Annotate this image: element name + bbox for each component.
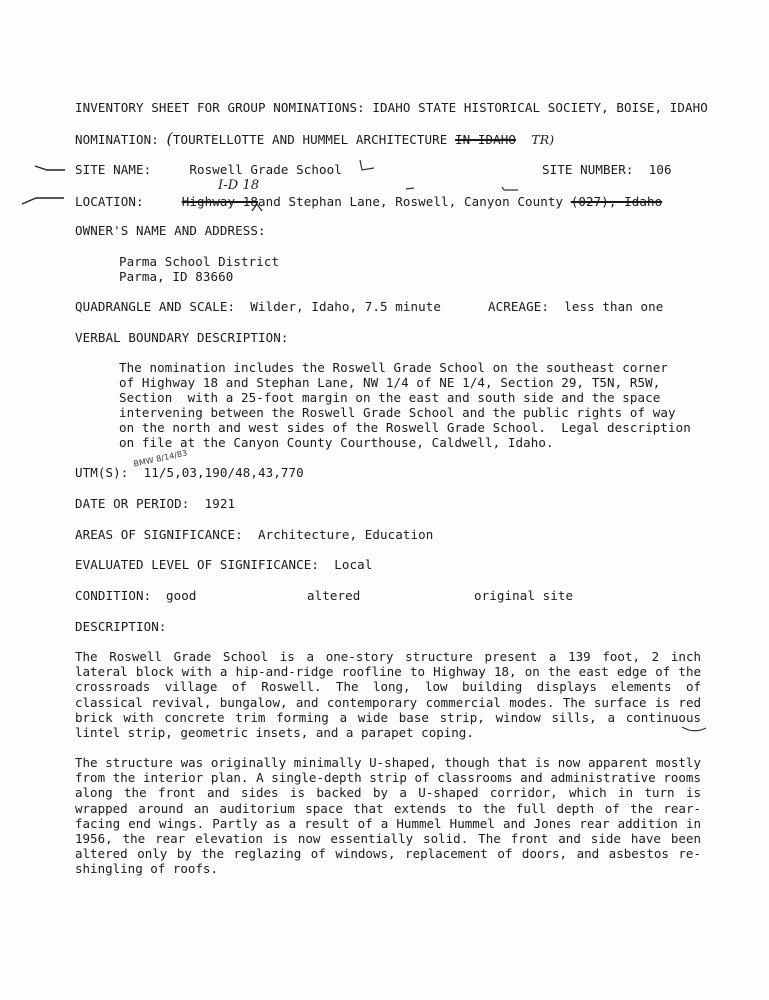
location-struck-tail: (027), Idaho bbox=[570, 194, 663, 209]
level-line bbox=[75, 557, 372, 572]
boundary-line-1: The nomination includes the Roswell Grade School on the southeast corner bbox=[119, 360, 669, 375]
location-value: and Stephan Lane, Roswell, Canyon County bbox=[258, 194, 564, 209]
description-paragraph-2: The structure was originally minimally U-shaped, though that is now apparent mostly from the interior plan. A single-depth strip of classrooms and administrative rooms along the front and sides is backed by a U-shaped corridor, which in turn is wrapped around an auditorium space that extends to the full depth of the rear-facing end wings. Partly as a result of a Hummel Hummel and Jones rear addition in 1956, the rear elevation is now essentially solid. The front and side have been altered only by the reglazing of windows, replacement of doors, and asbestos re-shingling of roofs. bbox=[75, 755, 701, 877]
condition-good: good bbox=[166, 588, 197, 603]
nomination-line bbox=[75, 131, 554, 147]
utm-value: 11/5,03,190/48,43,770 bbox=[143, 465, 304, 480]
boundary-label: VERBAL BOUNDARY DESCRIPTION: bbox=[75, 330, 289, 345]
site-number-line bbox=[542, 162, 672, 177]
level-label: EVALUATED LEVEL OF SIGNIFICANCE: bbox=[75, 557, 320, 572]
boundary-line-5: on the north and west sides of the Roswell Grade School. Legal description bbox=[119, 420, 691, 435]
location-line bbox=[75, 194, 662, 209]
description-paragraph-1: The Roswell Grade School is a one-story structure present a 139 foot, 2 inch lateral block with a hip-and-ridge roofline to Highway 18, on the east edge of the crossroads village of Roswell. The long, low building displays elements of classical revival, bungalow, and contemporary commercial modes. The surface is red brick with concrete trim forming a wide base strip, window sills, a continuous lintel strip, geometric insets, and a parapet coping. bbox=[75, 649, 701, 741]
condition-label: CONDITION: bbox=[75, 588, 152, 603]
caret-insert-mark bbox=[250, 202, 264, 212]
site-name-line bbox=[75, 162, 342, 177]
condition-altered: altered bbox=[307, 588, 361, 603]
owner-label: OWNER'S NAME AND ADDRESS: bbox=[75, 223, 266, 238]
nomination-value: TOURTELLOTTE AND HUMMEL ARCHITECTURE bbox=[172, 132, 448, 147]
location-struck-road: Highway 18 bbox=[181, 194, 259, 209]
site-name-value: Roswell Grade School bbox=[189, 162, 342, 177]
utm-label: UTM(S): bbox=[75, 465, 129, 480]
quadrangle-label: QUADRANGLE AND SCALE: bbox=[75, 299, 236, 314]
date-value: 1921 bbox=[204, 496, 236, 511]
boundary-line-6: on file at the Canyon County Courthouse, Caldwell, Idaho. bbox=[119, 435, 554, 450]
description-label: DESCRIPTION: bbox=[75, 619, 167, 634]
boundary-line-3: Section with a 25-foot margin on the east and south side and the space bbox=[119, 390, 661, 405]
nomination-open-paren: ( bbox=[166, 129, 173, 148]
owner-address: Parma, ID 83660 bbox=[119, 269, 234, 284]
areas-value: Architecture, Education bbox=[258, 527, 434, 542]
acreage-line bbox=[488, 299, 663, 314]
quadrangle-value: Wilder, Idaho, 7.5 minute bbox=[250, 299, 442, 314]
quadrangle-line bbox=[75, 299, 441, 314]
utm-handwritten-note: BMW 8/14/83 bbox=[132, 448, 189, 469]
utm-line bbox=[75, 465, 304, 480]
pen-stroke-mark bbox=[680, 724, 708, 736]
areas-line bbox=[75, 527, 433, 542]
condition-site: original site bbox=[474, 588, 574, 603]
nomination-label: NOMINATION: bbox=[75, 132, 159, 147]
checkmark-icon bbox=[356, 156, 378, 174]
site-name-label: SITE NAME: bbox=[75, 162, 152, 177]
date-label: DATE OR PERIOD: bbox=[75, 496, 190, 511]
nomination-handwritten: TR) bbox=[531, 132, 555, 147]
margin-check-mark bbox=[33, 160, 67, 174]
sheet-header: INVENTORY SHEET FOR GROUP NOMINATIONS: IDAHO STATE HISTORICAL SOCIETY, BOISE, IDAHO bbox=[75, 100, 708, 115]
boundary-line-4: intervening between the Roswell Grade School and the public rights of way bbox=[119, 405, 676, 420]
owner-name: Parma School District bbox=[119, 254, 280, 269]
nomination-struck-text: IN IDAHO bbox=[455, 132, 517, 147]
location-handwritten-insert: I-D 18 bbox=[218, 178, 260, 193]
areas-label: AREAS OF SIGNIFICANCE: bbox=[75, 527, 243, 542]
margin-check-mark-2 bbox=[20, 192, 66, 210]
date-line bbox=[75, 496, 235, 511]
acreage-label: ACREAGE: bbox=[488, 299, 550, 314]
boundary-line-2: of Highway 18 and Stephan Lane, NW 1/4 of NE 1/4, Section 29, T5N, R5W, bbox=[119, 375, 661, 390]
level-value: Local bbox=[334, 557, 373, 572]
location-label: LOCATION: bbox=[75, 194, 144, 209]
acreage-value: less than one bbox=[564, 299, 664, 314]
site-number-value: 106 bbox=[648, 162, 672, 177]
tick-marks bbox=[404, 184, 524, 194]
site-number-label: SITE NUMBER: bbox=[542, 162, 634, 177]
